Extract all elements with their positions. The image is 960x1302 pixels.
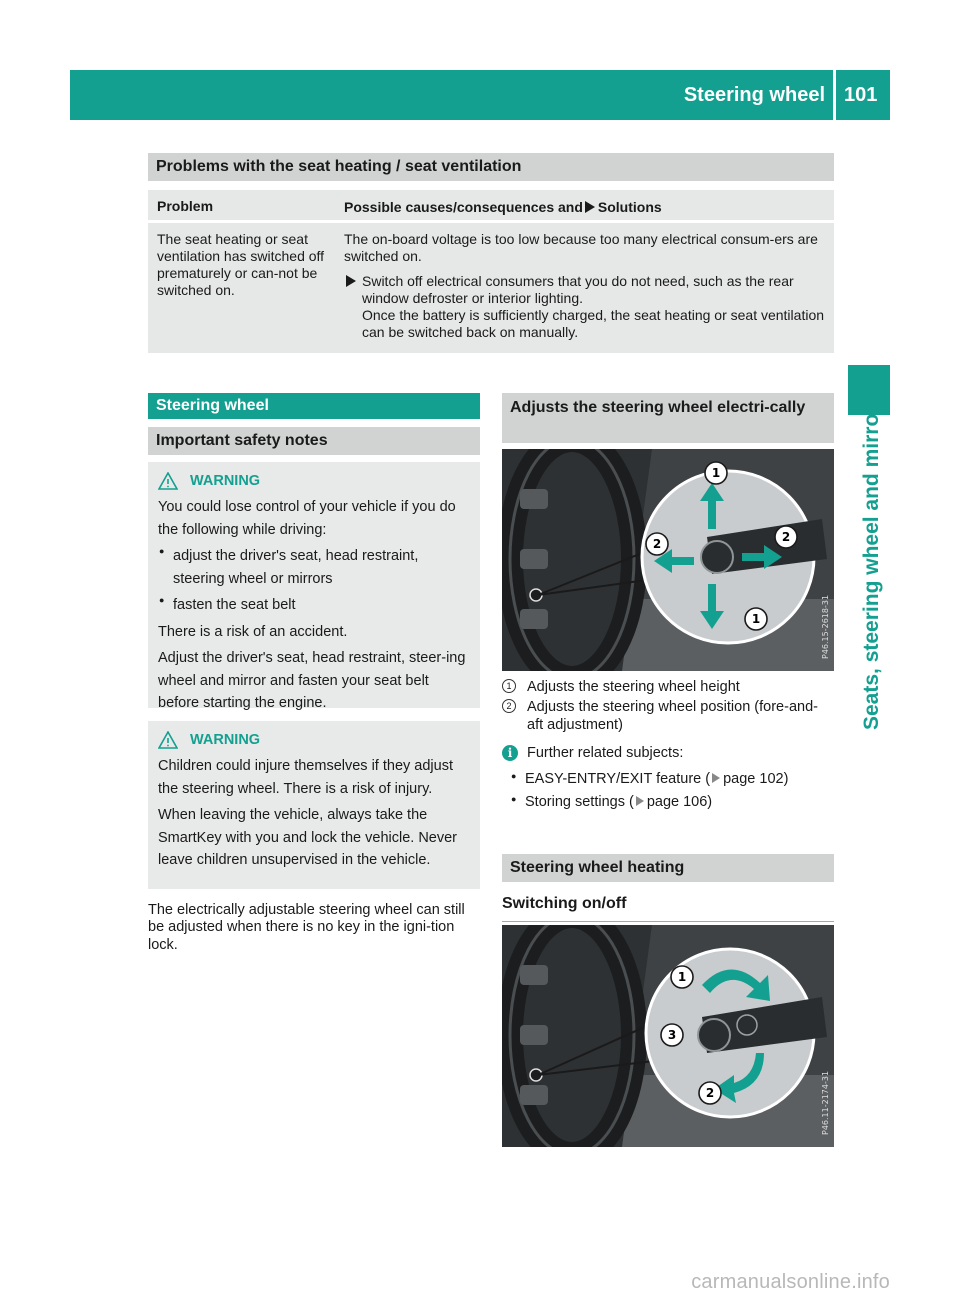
column-header-solutions (344, 197, 662, 217)
warning-label: WARNING (190, 473, 261, 489)
info-icon: i (502, 745, 518, 761)
steering-adjust-photo (502, 449, 834, 671)
page-reference-icon (712, 773, 720, 783)
legend-number: 2 (502, 699, 516, 713)
action-arrow-icon (346, 275, 356, 287)
table-row (148, 223, 834, 353)
body-note: The electrically adjustable steering wheel can still be adjusted when there is no key in the igni-tion lock. (148, 902, 465, 953)
callout-label: 3 (667, 1028, 677, 1042)
list-item: ● fasten the seat belt (158, 594, 472, 616)
steering-heating-lever-illustration (502, 925, 834, 1147)
callout-label: 1 (751, 612, 761, 626)
related-subjects (502, 744, 834, 817)
header-title: Steering wheel (683, 84, 825, 106)
list-item[interactable] (510, 793, 834, 813)
related-link-text: EASY-ENTRY/EXIT feature ( (525, 770, 711, 787)
warning-intro: You could lose control of your vehicle if you do the following while driving: (158, 499, 456, 538)
related-link-page: page 102) (723, 770, 789, 787)
related-link-text: Storing settings ( (525, 794, 634, 811)
warning-box-driving (148, 462, 480, 712)
switching-heading: Switching on/off (502, 892, 834, 922)
warning-title (158, 470, 472, 492)
side-tab-label: Seats, steering wheel and mirrors (860, 393, 883, 730)
subsection-title-safety-notes: Important safety notes (148, 427, 480, 455)
page-number: 101 (844, 84, 878, 106)
warning-box-children (148, 721, 480, 889)
column-header-solutions-label: Solutions (597, 199, 662, 215)
page-reference-icon (636, 796, 644, 806)
callout-label: 2 (652, 537, 662, 551)
warning-label: WARNING (190, 732, 261, 748)
section-title-steering-wheel: Steering wheel (148, 393, 480, 419)
running-header (684, 78, 890, 112)
table-title: Problems with the seat heating / seat ventilation (148, 153, 834, 181)
subsection-title-adjust: Adjusts the steering wheel electri-cally (502, 393, 834, 443)
image-code: P46.15-2618-31 (821, 594, 830, 659)
cell-solutions (344, 231, 828, 341)
related-link-page: page 106) (646, 794, 713, 811)
subsection-title-heating: Steering wheel heating (502, 854, 834, 882)
action-arrow-icon (585, 201, 595, 213)
steering-heating-photo (502, 925, 834, 1147)
callout-label: 1 (711, 466, 721, 480)
warning-advice: When leaving the vehicle, always take the SmartKey with you and lock the vehicle. Never leave children unsupervised in the vehicle. (158, 807, 457, 869)
callout-label: 1 (677, 970, 687, 984)
warning-triangle-icon (158, 472, 178, 490)
column-header-causes-label: Possible causes/consequences and (344, 199, 583, 215)
steering-column-lever-illustration (502, 449, 834, 671)
list-item[interactable] (510, 770, 834, 790)
image-code: P46.11-2174-31 (821, 1070, 830, 1135)
solution-step-text: Switch off electrical consumers that you do not need, such as the rear window defroster or interior lighting. (362, 273, 794, 307)
warning-triangle-icon (158, 731, 178, 749)
legend-text: Adjusts the steering wheel height (527, 679, 740, 695)
cell-cause: The on-board voltage is too low because too many electrical consum-ers are switched on. (344, 231, 818, 265)
solution-result-text: Once the battery is sufficiently charged, the seat heating or seat ventilation can be switched back on manually. (362, 307, 825, 341)
list-item (502, 678, 834, 696)
photo-legend (502, 678, 834, 736)
info-title: Further related subjects: (527, 745, 684, 761)
footer-watermark: carmanualsonline.info (691, 1271, 890, 1293)
table-header-row (148, 190, 834, 220)
cell-problem: The seat heating or seat ventilation has switched off prematurely or can-not be switched on. (157, 231, 325, 299)
list-item (502, 698, 834, 734)
legend-text: Adjusts the steering wheel position (fore-and-aft adjustment) (527, 699, 818, 734)
list-item: ● adjust the driver's seat, head restraint, steering wheel or mirrors (158, 545, 472, 590)
side-tab (848, 393, 890, 730)
info-row (502, 744, 834, 764)
warning-title (158, 729, 472, 751)
column-header-problem: Problem (157, 198, 214, 214)
warning-advice: Adjust the driver's seat, head restraint, steer-ing wheel and mirror and fasten your seat belt before starting the engine. (158, 650, 466, 712)
solution-step (344, 273, 828, 341)
warning-text: Children could injure themselves if they adjust the steering wheel. There is a risk of injury. (158, 758, 453, 797)
callout-label: 2 (781, 530, 791, 544)
callout-label: 2 (705, 1086, 715, 1100)
legend-number: 1 (502, 679, 516, 693)
warning-risk: There is a risk of an accident. (158, 623, 348, 640)
